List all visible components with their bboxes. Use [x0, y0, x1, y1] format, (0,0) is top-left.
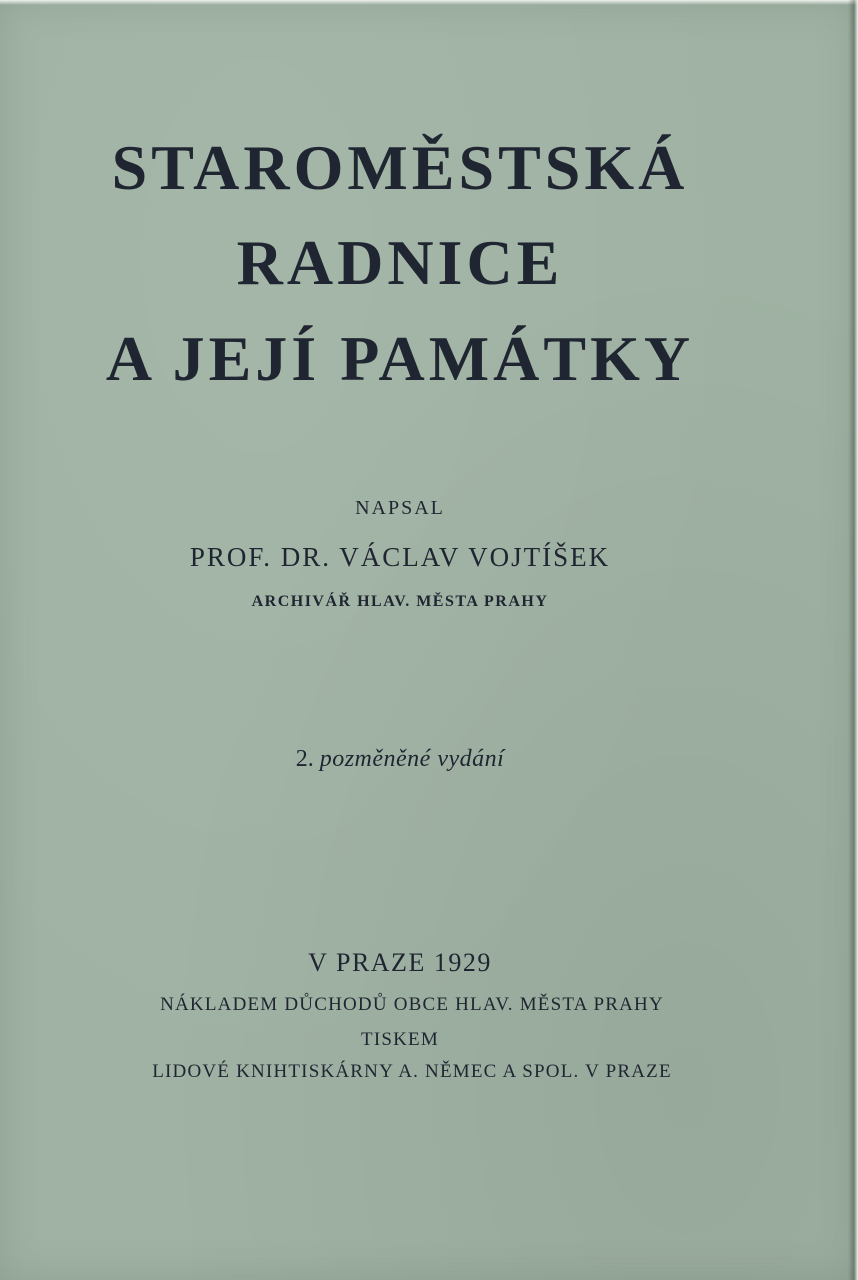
written-by-label: NAPSAL	[355, 497, 445, 519]
place-and-year: V PRAZE 1929	[308, 948, 492, 977]
publisher-line-1: NÁKLADEM DŮCHODŮ OBCE HLAV. MĚSTA PRAHY	[160, 994, 664, 1015]
author-name: PROF. DR. VÁCLAV VOJTÍŠEK	[189, 542, 611, 572]
page-top-edge	[0, 0, 858, 5]
title-line-3: A JEJÍ PAMÁTKY	[105, 323, 695, 394]
edition-number: 2.	[295, 746, 314, 772]
edition-note	[0, 746, 800, 773]
title-line-2: RADNICE	[236, 227, 564, 298]
author-role: ARCHIVÁŘ HLAV. MĚSTA PRAHY	[251, 593, 549, 610]
page-right-edge	[848, 0, 858, 1280]
publisher-line-2: TISKEM	[361, 1029, 439, 1050]
publisher-line-3: LIDOVÉ KNIHTISKÁRNY A. NĚMEC A SPOL. V PRAZE	[152, 1061, 672, 1082]
title-line-1: STAROMĚSTSKÁ	[111, 132, 689, 203]
edition-text: pozměněné vydání	[319, 746, 505, 772]
